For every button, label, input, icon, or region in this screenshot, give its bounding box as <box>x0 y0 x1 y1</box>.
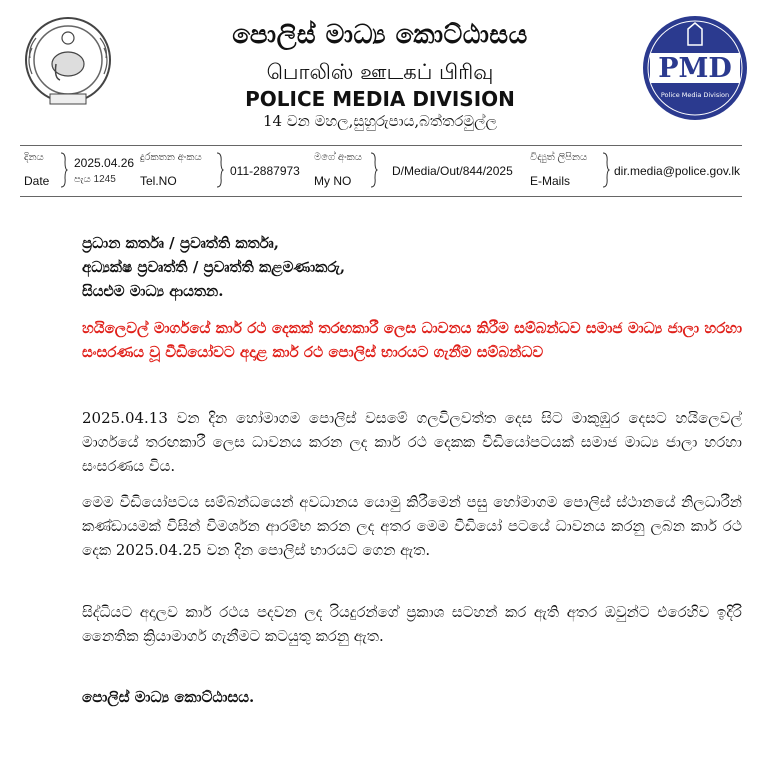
addressee-line: ප්‍රධාන කර්තෘ / ප්‍රවෘත්ති කර්තෘ, <box>82 234 279 252</box>
brace-icon <box>60 152 68 188</box>
tel-value: 011-2887973 <box>230 164 300 178</box>
title-english: POLICE MEDIA DIVISION <box>245 87 515 111</box>
paragraph-1: 2025.04.13 වන දින හෝමාගම පොලිස් වසමේ ගලවිලවත්ත දෙස සිට මාකුඹුර දෙසට හයිලෙවල් මාර්ගයේ තරඟකාරී ලෙස ධාවනය කරන ලද කාර් රථ දෙකක වීඩියෝපටයක් සමාජ මාධ්‍ය ජාලා හරහා සංසරණය විය. <box>82 409 742 475</box>
signature: පොලිස් මාධ්‍ය කොට්ඨාසය. <box>82 688 255 706</box>
date-label-si: දිනය <box>24 152 44 163</box>
myno-label-si: මගේ අංකය <box>314 152 362 163</box>
subject-heading: හයිලෙවල් මාර්ගයේ කාර් රථ දෙකක් තරඟකාරී ලෙස ධාවනය කිරීම සම්බන්ධව සමාජ මාධ්‍ය ජාලා හරහා සංසරණය වූ වීඩියෝවට අදාළ කාර් රථ පොලිස් භාරයට ගැනීම සම්බන්ධව <box>82 319 742 361</box>
tel-label-en: Tel.NO <box>140 174 177 188</box>
addressee-block <box>82 232 742 304</box>
time-value: පැය 1245 <box>74 174 116 185</box>
pmd-logo-caption: Police Media Division <box>660 91 730 99</box>
brace-icon <box>370 152 378 188</box>
tel-label-si: දුරකතන අංකය <box>140 152 202 163</box>
police-crest-emblem-icon <box>20 8 116 112</box>
address: 14 වන මහල,සුහුරුපාය,බත්තරමුල්ල <box>263 112 497 130</box>
pmd-logo-text: PMD <box>658 53 732 84</box>
paragraph-3: සිද්ධියට අදාලව කාර් රථය පදවන ලද රියදුරන්ගේ ප්‍රකාශ සටහන් කර ඇති අතර ඔවුන්ට එරෙහිව ඉදිරි නෛතික ක්‍රියාමාර්ග ගැනීමට කටයුතු කරනු ඇත. <box>82 603 742 645</box>
date-label-en: Date <box>24 174 50 188</box>
addressee-line: අධ්‍යක්ෂ ප්‍රවෘත්ති / ප්‍රවෘත්ති කළමණාකරු, <box>82 258 346 276</box>
myno-label-en: My NO <box>314 174 352 188</box>
myno-value: D/Media/Out/844/2025 <box>392 164 513 178</box>
paragraph-2: මෙම වීඩියෝපටය සම්බන්ධයෙන් අවධානය යොමු කිරීමෙන් පසු හෝමාගම පොලිස් ස්ථානයේ නිලධාරීන් කණ්ඩායමක් විසින් විමර්ශන ආරම්භ කරන ලද අතර මෙම වීඩියෝ පටයේ ධාවනය කරනු ලබන කාර් රථ දෙක 2025.04.25 වන දින පොලිස් භාරයට ගෙන ඇත. <box>82 493 742 559</box>
email-label-en: E-Mails <box>530 174 571 188</box>
email-label-si: විද්‍යුත් ලිපිනය <box>530 152 588 163</box>
addressee-line: සියළුම මාධ්‍ය ආයතන. <box>82 282 224 300</box>
date-value: 2025.04.26 <box>74 156 135 170</box>
title-tamil: பொலிஸ் ஊடகப் பிரிவு <box>266 60 494 84</box>
brace-icon <box>216 152 224 188</box>
email-value[interactable]: dir.media@police.gov.lk <box>614 164 741 178</box>
pmd-logo <box>642 15 748 121</box>
brace-icon <box>602 152 610 188</box>
title-sinhala: පොලිස් මාධ්‍ය කොට්ඨාසය <box>232 20 528 50</box>
info-row <box>20 145 742 197</box>
